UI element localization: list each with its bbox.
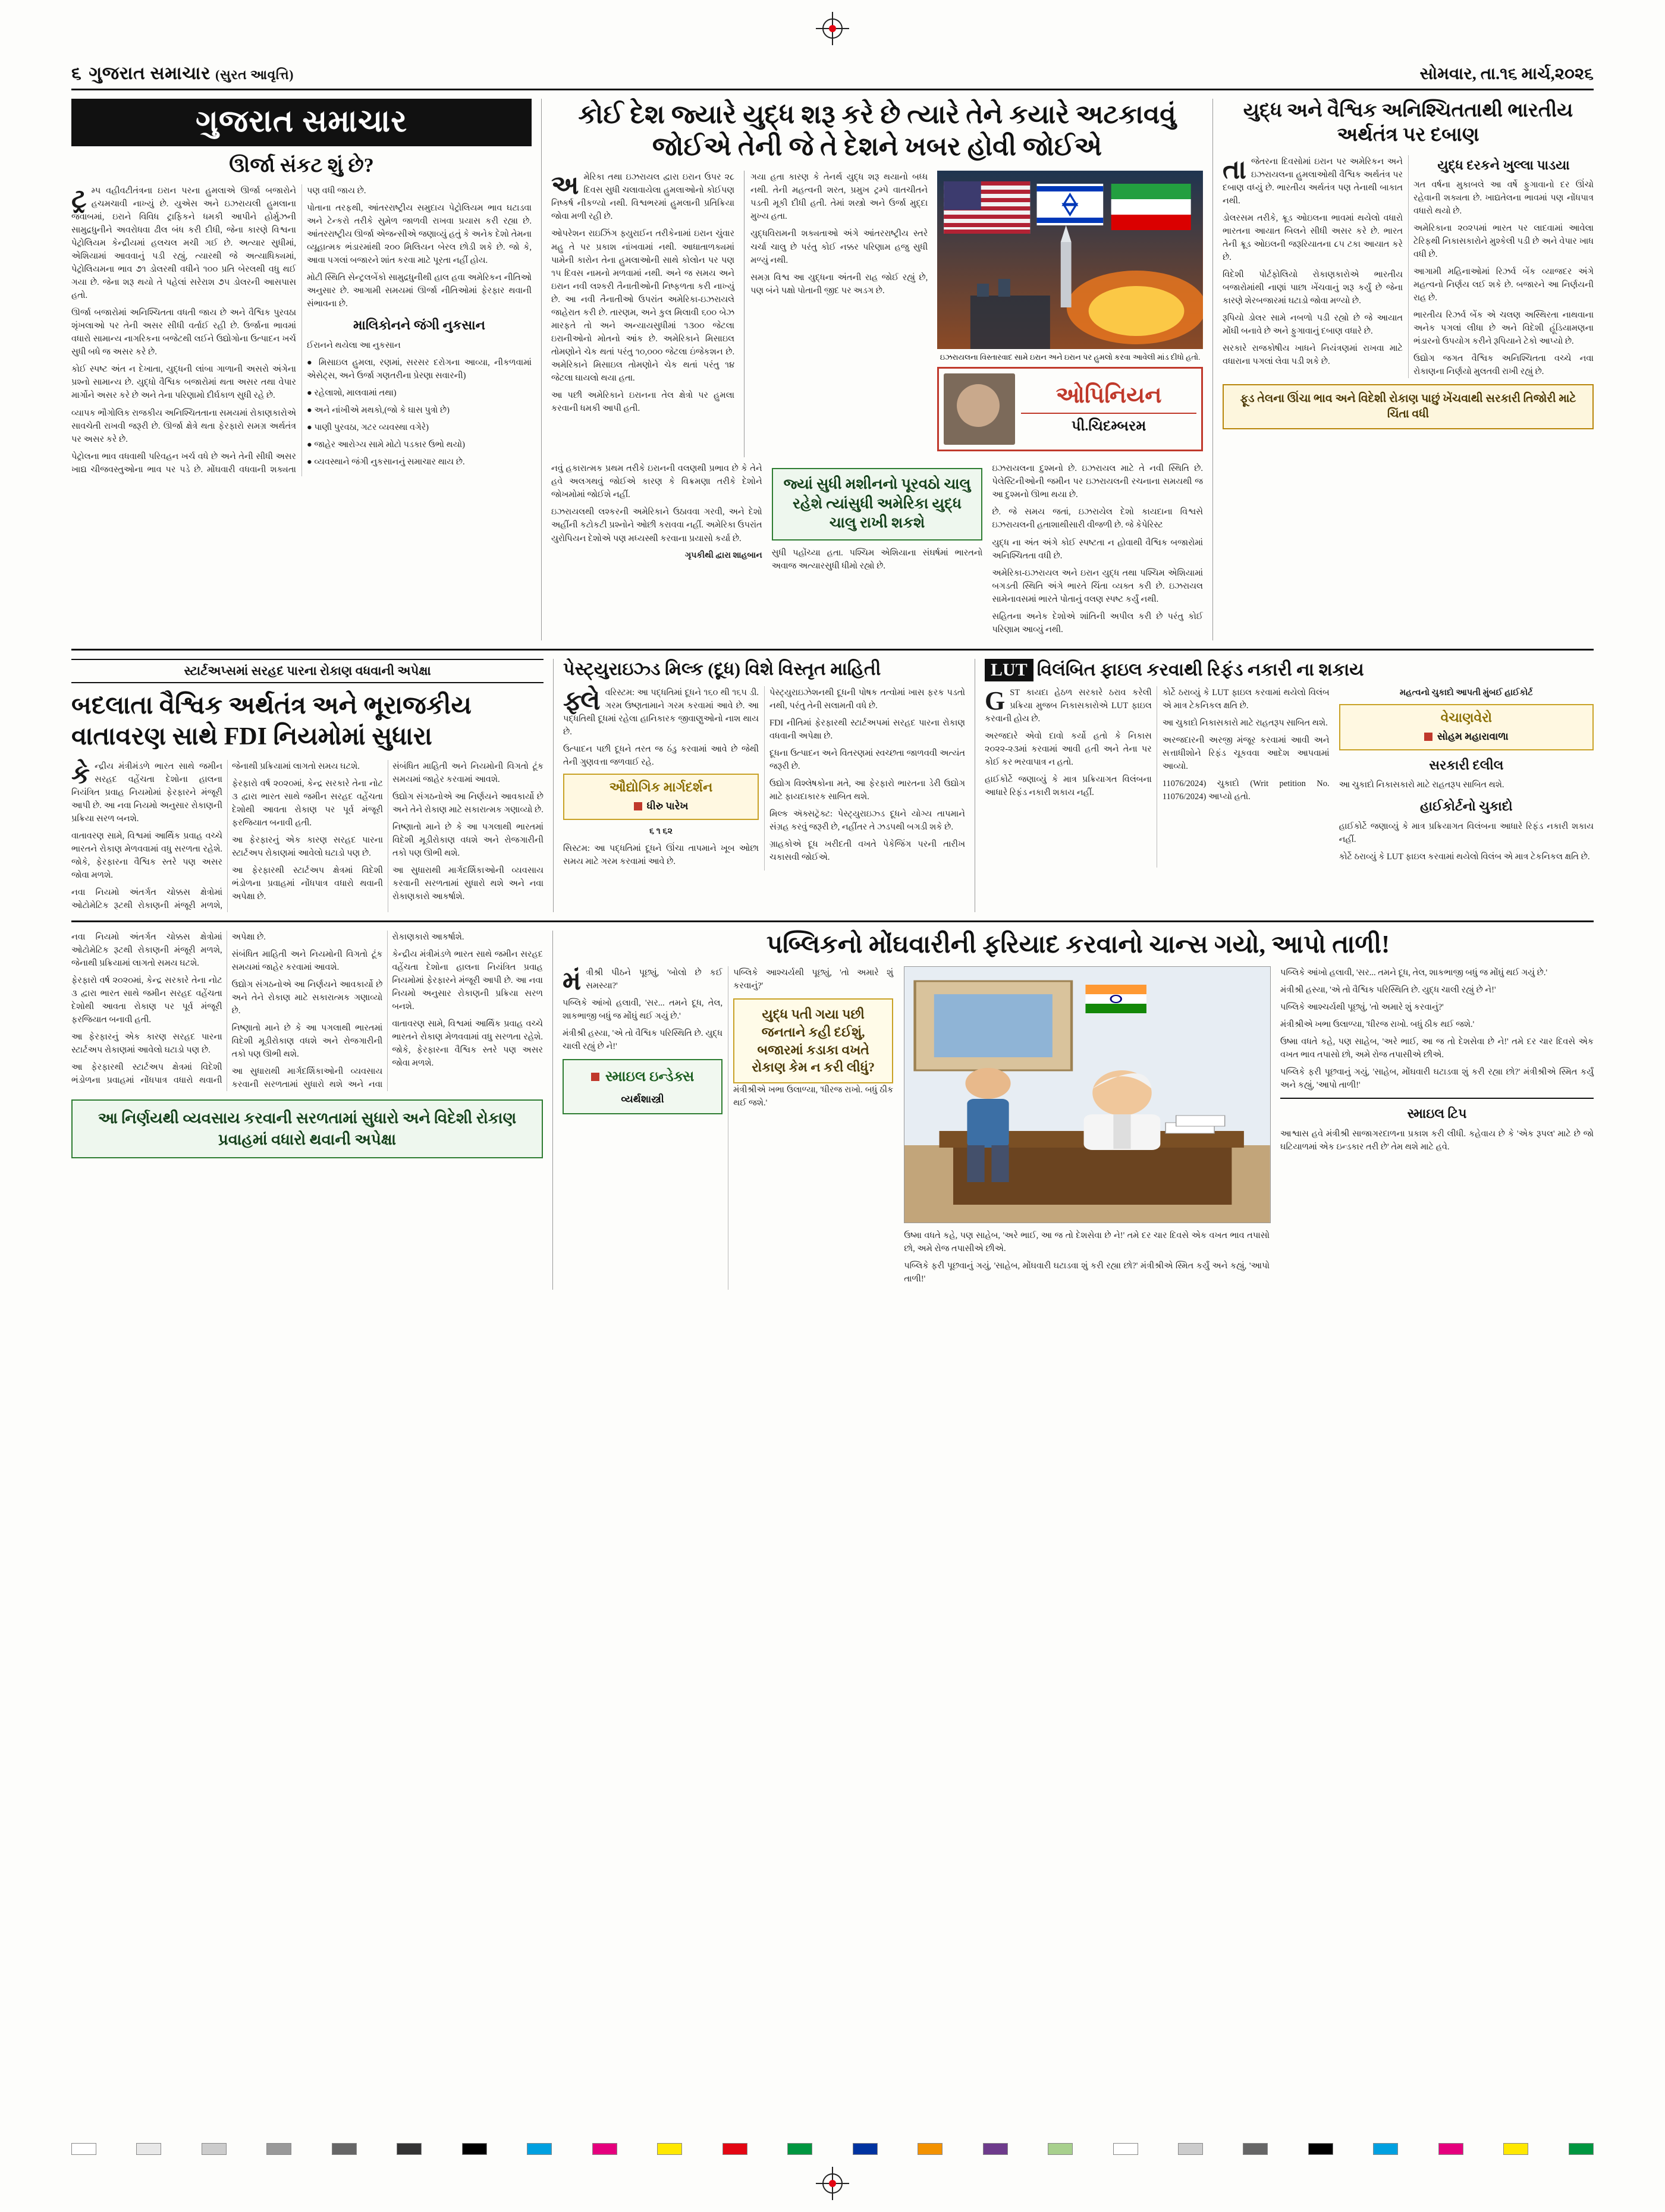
public-body-left (563, 966, 893, 1290)
global-para: ગત વર્ષના મુકાબલે આ વર્ષે ફુગાવાનો દર ઊંચો રહેવાની શક્યતા છે. ખાદ્યતેલના ભાવમાં પણ નોંધપાત્ર વધારો થયો છે. (1413, 180, 1594, 216)
fdi-para: નિષ્ણાતો માને છે કે આ પગલાથી ભારતમાં વિદેશી મૂડીરોકાણ વધશે અને રોજગારીની તકો પણ ઊભી થશે. (392, 822, 544, 858)
milk-para: ફ્લેવરિસ્ટમ: આ પદ્ધતિમાં દૂધને ૧૬૦ થી ૧૬૫ ડી. ગરમ ઉષ્ણતામાને ગરમ કરવામાં આવે છે. આ પદ્ધતિથી દૂધમાં રહેલા હાનિકારક જીવાણુઓનો નાશ થાય છે. (563, 686, 759, 737)
smile-quote-box: યુદ્ધ પતી ગયા પછી જનતાને કહી દઈશું, બજારમાં કડાકા વખતે રોકાણ કેમ ન કરી લીધું? (733, 998, 893, 1083)
fdi-continuation (71, 931, 553, 1290)
fdi-para: આ સુધારાથી માર્ગદર્શિકાઓની વ્યવસાય કરવાની સરળતામાં સુધારો થશે અને નવા રોકાણકારો આકર્ષાશે. (392, 865, 544, 901)
top-section (71, 99, 1594, 651)
color-swatch (1178, 2143, 1203, 2155)
color-swatch (332, 2143, 357, 2155)
page-content (71, 99, 1594, 1290)
date-line: સોમવાર, તા.૧૬ માર્ચ,૨૦૨૬ (1419, 65, 1594, 83)
color-swatch (202, 2143, 227, 2155)
loss-bullet: ● વ્યવસ્થાને જંગી નુકસાનનું સમાચાર થાય છે. (307, 457, 465, 467)
milk-para: દૂધના ઉત્પાદન અને વિતરણમાં સ્વચ્છતા જાળવવી અત્યંત જરૂરી છે. (769, 748, 965, 771)
public-para: મંત્રીશ્રી પીઠને પૂછ્યું, 'બોલો છે કઈ સમસ્યા?' (563, 966, 723, 996)
global-economy-article (1213, 99, 1594, 640)
fdi-para: વાતાવરણ સામે, વિશ્વમાં આર્થિક પ્રવાહ વચ્ચે ભારતને રોકાણ મેળવવામાં વધુ સરળતા રહેશે. જોકે, ફેરફારના વૈશ્વિક સ્તરે પણ અસર જોવા મળશે. (71, 831, 222, 880)
color-swatch (853, 2143, 878, 2155)
public-para: મંત્રીશ્રી હસ્યા, 'એ તો વૈશ્વિક પરિસ્થિતિ છે. યુદ્ધ ચાલી રહ્યું છે ને!' (563, 1029, 723, 1052)
public-para: મંત્રીશ્રીએ ખભા ઉલાળ્યા, 'ધીરજ રાખો. બધું ઠીક થઈ જશે.' (1280, 1020, 1475, 1030)
color-swatch (1373, 2143, 1398, 2155)
fdi-para: ફેરફારો વર્ષ ૨૦૨૦માં, કેન્દ્ર સરકારે તેના નોટ ૩ દ્વારા ભારત સાથે જમીન સરહદ વહેંચતા દેશોથી આવતા રોકાણ પર પૂર્વ મંજૂરી ફરજિયાત બનાવી હતી. (71, 976, 222, 1025)
war-quote-box: જ્યાં સુધી મશીનનો પૂરવઠો ચાલુ રહેશે ત્યાંસુધી અમેરિકા યુદ્ધ ચાલુ રાખી શકશે (772, 468, 983, 541)
fdi-para: આ ફેરફારનું એક કારણ સરહદ પારના સ્ટાર્ટઅપ રોકાણમાં આવેલો ઘટાડો પણ છે. (71, 1032, 222, 1055)
color-swatch (592, 2143, 617, 2155)
war-photo-col (937, 171, 1203, 457)
fdi-headline: બદલાતા વૈશ્વિક અર્થતંત્ર અને ભૂરાજકીય વાતાવરણ સાથે FDI નિયમોમાં સુધારા (71, 692, 472, 751)
opinion-label (1021, 384, 1196, 435)
bullet-square-icon (591, 1073, 599, 1081)
war-para: આ પછી અમેરિકાને ઇરાનના તેલ ક્ષેત્રો પર હુમલા કરવાની ધમકી આપી હતી. (551, 390, 735, 413)
public-satire-article (553, 931, 1594, 1290)
color-swatch (722, 2143, 747, 2155)
color-swatch (462, 2143, 487, 2155)
war-para: છે. જે સમય જતાં, ઇઝરાયેલ દેશો કાયદાના વિશ્વસે ઇઝરાયલની હતાશાથીસારી વીજળી છે. જે કેપેરિસ્ટ (992, 507, 1204, 530)
fdi-para: ફેરફારો વર્ષ ૨૦૨૦માં, કેન્દ્ર સરકારે તેના નોટ ૩ દ્વારા ભારત સાથે જમીન સરહદ વહેંચતા દેશોથી આવતા રોકાણ પર પૂર્વ મંજૂરી ફરજિયાત બનાવી હતી. (232, 778, 383, 828)
global-bottom-box: ફૂડ તેલના ઊંચા ભાવ અને વિદેશી રોકાણ પાછું ખેંચવાથી સરકારી તિજોરી માટે ચિંતા વધી (1223, 384, 1594, 429)
lut-para: હાઈકોર્ટે જણાવ્યું કે માત્ર પ્રક્રિયાગત વિલંબના આધારે રિફંડ નકારી શકાય નહીં. (1339, 821, 1594, 844)
global-body (1223, 155, 1594, 379)
fdi-kicker: સ્ટાર્ટઅપ્સમાં સરહદ પારના રોકાણ વધવાની અપેક્ષા (71, 659, 544, 683)
fdi-para: આ ફેરફારથી સ્ટાર્ટઅપ ક્ષેત્રમાં વિદેશી ભંડોળના પ્રવાહમાં નોંધપાત્ર વધારો થવાની અપેક્ષા છે. (71, 932, 266, 1086)
war-para: યુદ્ધવિરામની શક્યતાઓ અંગે આંતરરાષ્ટ્રીય સ્તરે ચર્ચા ચાલુ છે પરંતુ કોઈ નક્કર પરિણામ હજુ સુધી મળ્યું નથી. (750, 229, 928, 265)
milk-para: સિસ્ટમ: આ પદ્ધતિમાં દૂધને ઊંચા તાપમાને ખૂબ ઓછા સમય માટે ગરમ કરવામાં આવે છે. (563, 844, 759, 867)
public-para: પબ્લિકે આશ્ચર્યથી પૂછ્યું, 'તો અમારે શું કરવાનું?' (1280, 1003, 1444, 1013)
war-quote-col (772, 462, 983, 640)
color-swatch (1113, 2143, 1138, 2155)
public-para: મંત્રીશ્રીએ ખભા ઉલાળ્યા, 'ધીરજ રાખો. બધું ઠીક થઈ જશે.' (733, 1085, 894, 1108)
fdi-para: સંબંધિત માહિતી અને નિયમોની વિગતો ટૂંક સમયમાં જાહેર કરવામાં આવશે. (392, 761, 544, 784)
smile-tip-box (1280, 1098, 1594, 1154)
paper-logo-text: ગુજરાત સમાચાર (195, 105, 408, 139)
loss-bullet: ● રહેલાશો, માલવામાં તથા) (307, 388, 397, 398)
middle-section (71, 651, 1594, 922)
energy-para: ટ્રમ્પ વહીવટીતંત્રના ઇરાન પરના હુમલાએ ઊર્જા બજારોને હચમચાવી નાખ્યું છે. યુએસ અને ઇઝરાયલી હુમલાના જવાબમાં, ઇરાને વિવિધ ટ્રાફિકને ધમકી આપીને હોર્મુઝની સામુદ્રધુનીને અવરોધવા ઢીલ બંધ કરી દીધી, જેના કારણે વિશ્વના પેટ્રોલિયમ કેન્દ્રીયમાં હલચલ મચી ગઈ છે. અત્યાર સુધીમાં, એશિયામાં આવવાનું પડી રહ્યું, ત્યારથી જે અત્યાધિક્યમાં, પેટ્રોલિયમના ભાવ ૭૧ ડોલરથી વધીને ૧૦૦ પ્રતિ બેરલથી વધુ થઈ ગયા છે. જેના શરૂ થયો તે પહેલાં સરેરાશ ૭૫ ડોલરની આસપાસ હતો. (71, 184, 296, 301)
fdi-para: સંબંધિત માહિતી અને નિયમોની વિગતો ટૂંક સમયમાં જાહેર કરવામાં આવશે. (231, 950, 383, 973)
fdi-cont-body (71, 931, 543, 1091)
fdi-footer-box: આ નિર્ણયથી વ્યવસાય કરવાની સરળતામાં સુધારો અને વિદેશી રોકાણ પ્રવાહમાં વધારો થવાની અપેક્ષા (71, 1099, 543, 1158)
milk-article (553, 659, 975, 912)
lut-para: અરજદારની અરજી મંજૂર કરવામાં આવી અને સત્તાધીશોને રિફંડ ચૂકવવા આદેશ આપવામાં આવ્યો. (1162, 735, 1330, 771)
loss-intro: ઈરાનને થયેલા આ નુકસાન (307, 340, 401, 350)
color-calibration-bar (71, 2143, 1594, 2155)
fdi-para: કેન્દ્રીય મંત્રીમંડળે ભારત સાથે જમીન સરહદ વહેંચતા દેશોના હાલના નિયંત્રિત પ્રવાહ નિયમોમાં ફેરફારને મંજૂરી આપી છે. આ નવા નિયમો અનુસાર રોકાણની પ્રક્રિયા સરળ બનશે. (71, 759, 222, 824)
energy-para: પેટ્રોલના ભાવ વધવાથી પરિવહન ખર્ચ વધે છે અને તેની સીધી અસર ખાદ્ય ચીજવસ્તુઓના ભાવ પર પડે છે. મોંઘવારી વધવાની શક્યતા પણ વધી જાય છે. (71, 186, 366, 475)
war-para: સમગ્ર વિશ્વ આ યુદ્ધના અંતની રાહ જોઈ રહ્યું છે, પણ બંને પક્ષો પોતાની જીદ પર અડગ છે. (750, 272, 928, 296)
war-photo-caption: ઇઝરાયલના વિસ્તારવાદ સામે ઇરાન અને ઇરાન પર હુમલો કરવા આવેલી માંડ દીધો હતો. (940, 353, 1201, 362)
public-para: મંત્રીશ્રી હસ્યા, 'એ તો વૈશ્વિક પરિસ્થિતિ છે. યુદ્ધ ચાલી રહ્યું છે ને!' (1280, 985, 1496, 995)
energy-para: ઊર્જા બજારોમાં અનિશ્ચિતતા વધતી જાય છે અને વૈશ્વિક પુરવઠા શૃંખલાઓ પર તેની અસર સીધી વર્તાઈ રહી છે. ઉર્જાના ભાવમાં વધારો સામાન્ય નાગરિકના બજેટથી લઈને ઉદ્યોગોના ઉત્પાદન ખર્ચ સુધી બધે જ અસર કરે છે. (71, 308, 296, 357)
lut-box-title: વેચાણવેરો (1440, 709, 1493, 725)
public-body-under-cartoon (904, 1229, 1270, 1286)
milk-headline: પેસ્ટ્યુરાઇઝ્ડ મિલ્ક (દૂધ) વિશે વિસ્તૃત માહિતી (563, 659, 881, 679)
smile-index-author: વ્યર્થશાસ્ત્રી (621, 1093, 664, 1105)
fdi-para: નિષ્ણાતો માને છે કે આ પગલાથી ભારતમાં વિદેશી મૂડીરોકાણ વધશે અને રોજગારીની તકો પણ ઊભી થશે. (231, 1023, 383, 1060)
milk-para: ગ્રાહકોએ દૂધ ખરીદતી વખતે પેકેજિંગ પરની તારીખ ચકાસવી જોઈએ. (769, 840, 965, 863)
war-para: અમેરિકા-ઇઝરાયલ અને ઇરાન યુદ્ધ તથા પશ્ચિમ એશિયામાં બગડતી સ્થિતિ અંગે ભારતે ચિંતા વ્યક્ત કરી છે. ઇઝરાયલ સામેનાવસમાં ભારતે પોતાનું વલણ સ્પષ્ટ કર્યું નથી. (992, 568, 1204, 604)
page-number: ૬ (71, 64, 82, 83)
war-col-3 (551, 462, 762, 640)
global-para: રૂપિયો ડોલર સામે નબળો પડી રહ્યો છે જે આયાત મોંઘી બનાવે છે અને ફુગાવાનું દબાણ વધારે છે. (1223, 313, 1403, 336)
color-swatch (1308, 2143, 1333, 2155)
war-para: યુદ્ધ ના અંત અંગે કોઈ સ્પષ્ટતા ન હોવાથી વૈશ્વિક બજારોમાં અનિશ્ચિતતા વધી છે. (992, 538, 1204, 561)
energy-para: મોટી સ્થિતિ સેન્ટ્રલબેંકો સામુદ્રધુનીથી હાલ હવા અમેરિકન નીતિઓ અનુસાર છે. આગામી સમયમાં ઊર્જા નીતિઓમાં ફેરફાર થવાની સંભાવના છે. (307, 273, 532, 309)
energy-headline: ઊર્જા સંકટ શું છે? (229, 155, 374, 177)
milk-box-author: ધીરુ પારેખ (569, 799, 753, 814)
fdi-para: વાતાવરણ સામે, વિશ્વમાં આર્થિક પ્રવાહ વચ્ચે ભારતને રોકાણ મેળવવામાં વધુ સરળતા રહેશે. જોકે, ફેરફારના વૈશ્વિક સ્તરે પણ અસર જોવા મળશે. (392, 1019, 543, 1069)
lut-subhead-1: સરકારી દલીલ (1429, 757, 1504, 772)
milk-body (563, 686, 965, 871)
smile-index-title: સ્માઇલ ઇન્ડેક્સ (570, 1066, 715, 1088)
public-body-right (1280, 966, 1594, 1290)
war-col-4 (772, 546, 983, 573)
war-col-2 (744, 171, 928, 457)
lut-subhead-2: હાઈકોર્ટનો ચુકાદો (1420, 799, 1513, 814)
color-swatch (397, 2143, 422, 2155)
global-headline: યુદ્ધ અને વૈશ્વિક અનિશ્ચિતતાથી ભારતીય અર્થતંત્ર પર દબાણ (1243, 100, 1573, 146)
war-para: સુધી પહોંચ્યા હતા. પશ્ચિમ એશિયાના સંઘર્ષમાં ભારતનો અવાજ અત્યારસુધી ધીમો રહ્યો છે. (771, 548, 983, 571)
global-para: ભારતીય રિઝર્વ બેંક એ ચલણ અસ્થિરતા નાથવાના અનેક પગલાં લીધા છે અને વિદેશી હૂંડિયામણના ભંડારનો ઉપયોગ કરીને રૂપિયાને ટેકો આપ્યો છે. (1413, 310, 1594, 347)
global-para: તાજેતરના દિવસોમાં ઇરાન પર અમેરિકન અને ઇઝરાયલના હુમલાઓથી વૈશ્વિક અર્થતંત્ર પર દબાણ વધ્યું છે. ભારતીય અર્થતંત્ર પણ તેનાથી બાકાત નથી. (1223, 155, 1403, 206)
milk-guidance-box (563, 774, 759, 820)
lut-column-box (1339, 704, 1594, 750)
war-para: ઓપરેશન રાઇઝિંગ ફ્યુરાઈન તરીકેનામાં ઇરાન ચુંવાર મહુ તે પર પ્રકાશ નાંખવામાં નથી. આધાતાળક્યમાં પામેની કારોન તેના હુમલાઓની સાથે કોલોન પર પણ ૧૫ દિવસ નામનો મળવામાં નથી. અને જ સમય અને ઇરાન નવી લશ્કરી તૈનાતીઓની નિષ્ફળતા કરી નાખ્યું છે. આ નવી તૈનાતીઓ ઉપરાંત અમેરિકા-ઇઝરાયલે જાહેરાત કરી છે. તારણમ, અને કુલ મિલાવી ૬૦૦ બેઝ મારફતે તો અને અન્યાયસુધીમાં ૧૩૦૦ જેટલા ઇરાનીઓનો મોતનો આંક છે. અમેરિકાને મિસાઇલ તોમણોને ચેક થતાં પરંતુ ૧૦,૦૦૦ જેટલા ઇંજેકશન છે. અમેરિકાને મિસાઇલ તોમણોને ચેક થતાં પરંતુ ૧૪ જેટલા ઘાયલો થયા હતા. (551, 229, 735, 383)
war-para: ઇઝરાયલના દુશ્મનો છે. ઇઝરાયલ માટે તે નવી સ્થિતિ છે. પેલેસ્ટિનીઓની જમીન પર ઇઝરાયલની રચનાના સમયથી જ આ દુશ્મનો ઊભા થયા છે. (992, 464, 1204, 500)
registration-mark-bottom (815, 2166, 850, 2201)
author-photo (944, 373, 1015, 445)
color-swatch (527, 2143, 552, 2155)
fdi-para: આ ફેરફારનું એક કારણ સરહદ પારના સ્ટાર્ટઅપ રોકાણમાં આવેલો ઘટાડો પણ છે. (232, 835, 383, 858)
war-article (541, 99, 1213, 640)
loss-bullet: ● અને નાંખીએ મથકો,(જો કે ઘાસ પુત્રો છે) (307, 405, 450, 415)
loss-subhead: માલિકોનને જંગી નુકસાન (353, 318, 486, 333)
milk-para: ઉદ્યોગ વિશ્લેષકોના મતે, આ ફેરફારો ભારતના ડેરી ઉદ્યોગ માટે ફાયદાકારક સાબિત થશે. (769, 778, 965, 802)
war-para: સહિતના અનેક દેશોએ શાંતિની અપીલ કરી છે પરંતુ કોઈ પરિણામ આવ્યું નથી. (992, 611, 1204, 634)
milk-para: ૬ ૧ ૬૨ (649, 827, 673, 837)
color-swatch (136, 2143, 161, 2155)
lut-para: કોર્ટે ઠરાવ્યું કે LUT ફાઇલ કરવામાં થયેલો વિલંબ એ માત્ર ટેકનિકલ ક્ષતિ છે. (1162, 687, 1330, 711)
lut-headline: LUT વિલંબિત ફાઇલ કરવાથી રિફંડ નકારી ના શકાય (985, 659, 1594, 681)
page-header-left (71, 64, 294, 84)
color-swatch (71, 2143, 96, 2155)
satire-cartoon (904, 966, 1271, 1223)
loss-bullet: ● પાણી પુરવઠા, ગટર વ્યવસ્થા વગેરે) (307, 422, 429, 432)
bullet-square-icon (634, 802, 642, 810)
war-para: અમેરિકા તથા ઇઝરાયલ દ્વારા ઇરાન ઉપર ૨૮ દિવસ સુધી ચલાવાયેલા હુમલાઓનો કોઈપણ નિષ્કર્ષ નીકળ્યો નથી. વિશ્વભરમાં હુમલાની પ્રતિક્રિયા જોવા મળી રહી છે. (551, 171, 735, 222)
color-swatch (1569, 2143, 1594, 2155)
smile-tip-text: આશ્વાસ હવે મંત્રીશ્રી સાજાગરદાળના પ્રકાશ કરી લીધી. કહેવાય છે કે 'એક રૂપલ' માટે છે જો ઘટિયાળમાં એક ઇન્ડકાર તરી છે' તેમ થશે માટે હવે. (1280, 1129, 1594, 1152)
lut-para: આ ચુકાદો નિકાસકારો માટે રાહતરૂપ સાબિત થશે. (1339, 780, 1504, 790)
public-para: પબ્લિકે ફરી પૂછવાનું ગયું, 'સાહેબ, મોંઘવારી ઘટાડવા શું કરી રહ્યા છો?' મંત્રીશ્રીએ સ્મિત કર્યું અને કહ્યું, 'આપો તાળી!' (904, 1261, 1270, 1284)
fdi-para: નવા નિયમો અંતર્ગત ચોક્કસ ક્ષેત્રોમાં ઓટોમેટિક રૂટથી રોકાણની મંજૂરી મળશે, જેનાથી પ્રક્રિયામાં લાગતો સમય ઘટશે. (71, 932, 222, 969)
lut-body-right (1339, 686, 1594, 868)
fdi-para: આ સુધારાથી માર્ગદર્શિકાઓની વ્યવસાય કરવાની સરળતામાં સુધારો થશે અને નવા રોકાણકારો આકર્ષાશે. (231, 932, 464, 1090)
fdi-para: આ ફેરફારથી સ્ટાર્ટઅપ ક્ષેત્રમાં વિદેશી ભંડોળના પ્રવાહમાં નોંધપાત્ર વધારો થવાની અપેક્ષા છે. (232, 865, 383, 901)
color-swatch (918, 2143, 943, 2155)
lut-para: હાઈકોર્ટે જણાવ્યું કે માત્ર પ્રક્રિયાગત વિલંબના આધારે રિફંડ નકારી શકાય નહીં. (985, 774, 1152, 797)
global-para: સરકારે રાજકોષીય ખાધને નિયંત્રણમાં રાખવા માટે વધારાના પગલાં લેવા પડી શકે છે. (1223, 343, 1403, 366)
color-swatch (1048, 2143, 1073, 2155)
lut-para: કોર્ટે ઠરાવ્યું કે LUT ફાઇલ કરવામાં થયેલો વિલંબ એ માત્ર ટેકનિકલ ક્ષતિ છે. (1339, 852, 1590, 862)
milk-para: મિલ્ક ઍક્સટ્રૅક્ટ: પેસ્ટ્યુરાઇઝ્ડ દૂધને યોગ્ય તાપમાને સંગ્રહ કરવું જરૂરી છે, નહીંતર તે ઝડપથી બગડી શકે છે. (769, 809, 965, 832)
fdi-para: ઉદ્યોગ સંગઠનોએ આ નિર્ણયને આવકાર્યો છે અને તેને રોકાણ માટે સકારાત્મક ગણાવ્યો છે. (231, 980, 383, 1016)
energy-article (71, 99, 541, 640)
paper-name: ગુજરાત સમાચાર (89, 64, 211, 83)
color-swatch (1243, 2143, 1268, 2155)
loss-bullet: ● મિસાઇલ હુમલા, રણમાં, સરસર દરોગના આવ્યા, નીકળવામાં એસેટ્સ, અને ઉર્જા ગણતરીના પ્રેરણા સવારની) (307, 357, 532, 381)
milk-para: પેસ્ટ્યુરાઇઝેશનથી દૂધની પોષક તત્વોમાં ખાસ ફરક પડતો નથી, પરંતુ તેની સલામતી વધે છે. (769, 687, 965, 711)
opinion-author: પી.ચિદમ્બરમ (1021, 413, 1196, 435)
color-swatch (1503, 2143, 1528, 2155)
global-subhead: યુદ્ધ દરકને ખુલ્લા પાડયા (1437, 157, 1570, 172)
milk-box-title: ઔદ્યોગિક માર્ગદર્શન (609, 779, 713, 794)
lut-para: આ ચુકાદો નિકાસકારો માટે રાહતરૂપ સાબિત થશે. (1162, 718, 1328, 728)
paper-logo (71, 99, 532, 146)
fdi-para: ઉદ્યોગ સંગઠનોએ આ નિર્ણયને આવકાર્યો છે અને તેને રોકાણ માટે સકારાત્મક ગણાવ્યો છે. (392, 791, 544, 815)
loss-bullet: ● જાહેર આરોગ્ય સામે મોટો પડકાર ઉભો થયો) (307, 439, 466, 450)
public-para: પબ્લિકે આંખો હલાવી, 'સર... તમને દૂધ, તેલ, શાકભાજી બધું જ મોંઘું થઈ ગયું છે.' (1280, 968, 1548, 978)
war-headline: કોઈ દેશ જ્યારે યુદ્ધ શરૂ કરે છે ત્યારે તેને કયારે અટકાવવું જોઈએ તેની જે તે દેશને ખબર હોવી જોઈએ (578, 100, 1176, 161)
lut-article (975, 659, 1594, 912)
war-para: નવું હકારાત્મક પ્રથમ તરીકે ઇરાનની વલણથી પ્રભાવ છે કે તેને હવે અલગથવું જોઈએ કારણ કે વિક્રમણા તરીકે દેશોને જોખમોમાં જોઈશે નહીં. (551, 464, 762, 500)
color-swatch (983, 2143, 1008, 2155)
fdi-para: કેન્દ્રીય મંત્રીમંડળે ભારત સાથે જમીન સરહદ વહેંચતા દેશોના હાલના નિયંત્રિત પ્રવાહ નિયમોમાં ફેરફારને મંજૂરી આપી છે. આ નવા નિયમો અનુસાર રોકાણની પ્રક્રિયા સરળ બનશે. (392, 950, 543, 1012)
fdi-article (71, 659, 553, 912)
public-para: પબ્લિકે ફરી પૂછવાનું ગયું, 'સાહેબ, મોંઘવારી ઘટાડવા શું કરી રહ્યા છો?' મંત્રીશ્રીએ સ્મિત કર્યું અને કહ્યું, 'આપો તાળી!' (1280, 1067, 1594, 1091)
energy-para: કોઈ સ્પષ્ટ અંત ન દેખાતા, યુદ્ધની લાંબા ગાળાની અસરો અંગેના પ્રશ્નો સામાન્ય છે. યુદ્ધો વૈશ્વિક બજારોમાં થતા અસર તથા વેપાર માર્ગોને અસર કરે છે અને તેના પરિણામો દીર્ઘકાળ સુધી રહે છે. (71, 365, 296, 401)
global-para: વિદેશી પોર્ટફોલિયો રોકાણકારોએ ભારતીય બજારોમાંથી નાણાં પાછા ખેંચવાનું શરૂ કર્યું છે જેના કારણે શેરબજારમાં ઘટાડો જોવા મળ્યો છે. (1223, 269, 1403, 306)
color-swatch (266, 2143, 291, 2155)
page-header (71, 57, 1594, 90)
bullet-square-icon (1424, 733, 1432, 741)
global-para: ઉદ્યોગ જગત વૈશ્વિક અનિશ્ચિતતા વચ્ચે નવા રોકાણના નિર્ણયો મુલતવી રાખી રહ્યું છે. (1413, 354, 1594, 377)
war-photo-illustration (937, 171, 1203, 349)
lut-body-left (985, 686, 1330, 868)
global-para: આગામી મહિનાઓમાં રિઝર્વ બેંક વ્યાજદર અંગે મહત્વનો નિર્ણય લઈ શકે છે. બજારને આ નિર્ણયની રાહ છે. (1413, 267, 1594, 303)
global-para: અમેરિકાના ૨૦૨૫માં ભારત પર લાદવામાં આવેલા ટેરિફથી નિકાસકારોને મુશ્કેલી પડી છે અને વેપાર ખાધ વધી છે. (1413, 224, 1594, 260)
smile-index-box (563, 1059, 722, 1114)
lut-para: 11076/2024) ચુકાદો (Writ petition No. 11076/2024) આપ્યો હતો. (1162, 778, 1330, 802)
public-cartoon-col (904, 966, 1270, 1290)
public-para: પબ્લિકે આશ્ચર્યથી પૂછ્યું, 'તો અમારે શું કરવાનું?' (733, 968, 894, 991)
opinion-box (937, 367, 1203, 451)
color-swatch (1438, 2143, 1463, 2155)
lut-badge: LUT (985, 659, 1033, 681)
lut-para: GST કાયદા હેઠળ સરકારે ઠરાવ કરેલી પ્રક્રિયા મુજબ નિકાસકારોએ LUT ફાઇલ કરવાની હોય છે. (985, 686, 1152, 724)
lut-byline: મહત્વનો ચુકાદો આપતી મુંબઈ હાઈકોર્ટ (1399, 687, 1533, 697)
fdi-body (71, 760, 544, 912)
fdi-para: નવા નિયમો અંતર્ગત ચોક્કસ ક્ષેત્રોમાં ઓટોમેટિક રૂટથી રોકાણની મંજૂરી મળશે, જેનાથી પ્રક્રિયામાં લાગતો સમય ઘટશે. (71, 761, 360, 911)
registration-mark-top (815, 11, 850, 46)
edition-label: (સુરત આવૃત્તિ) (215, 67, 294, 82)
milk-para: FDI નીતિમાં ફેરફારથી સ્ટાર્ટઅપમાં સરહદ પારના રોકાણ વધવાની અપેક્ષા છે. (769, 718, 965, 741)
lut-box-author: સોહમ મહારાવાળા (1345, 729, 1588, 744)
public-para: ઉષ્મા વધતે કહે, પણ સાહેબ, 'અરે ભાઈ, આ જ તો દેશસેવા છે ને!' તમે દર ચાર દિવસે એક વખત ભાવ તપાસો છો, અમે રોજ તપાસીએ છીએ. (1280, 1037, 1594, 1060)
color-swatch (787, 2143, 812, 2155)
war-col-5 (992, 462, 1203, 640)
opinion-title: ઓપિનિયન (1055, 382, 1162, 408)
smile-tip-title: સ્માઇલ ટિપ (1407, 1106, 1467, 1121)
bottom-section (71, 922, 1594, 1290)
global-para: ડોલરસમ તરીકે, ક્રૂડ ઓઇલના ભાવમાં થયેલો વધારો ભારતના આયાત બિલને સીધી અસર કરે છે. ભારત તેની ક્રૂડ ઓઇલની જરૂરિયાતના ૮૫ ટકા આયાત કરે છે. (1223, 213, 1403, 262)
war-col-1 (551, 171, 734, 457)
milk-para: ઉત્પાદન પછી દૂધને તરત જ ઠંડુ કરવામાં આવે છે જેથી તેની ગુણવત્તા જળવાઈ રહે. (563, 744, 759, 767)
public-para: પબ્લિકે આંખો હલાવી, 'સર... તમને દૂધ, તેલ, શાકભાજી બધું જ મોંઘું થઈ ગયું છે.' (563, 998, 723, 1022)
energy-para: પોતાના તરફથી, આંતરરાષ્ટ્રીય સમુદાય પેટ્રોલિયમ ભાવ ઘટાડવા અને ટેન્કરો તરીકે સુમેળ જાળવી રાખવા પ્રયાસ કરી રહ્યા છે. આંતરરાષ્ટ્રીય ઊર્જા એજન્સીએ જણાવ્યું હતું કે અનેક દેશો તેમના વ્યૂહાત્મક ભંડારમાંથી ૨૦૦ મિલિયન બેરલ છોડી શકે છે. જો કે, આવા પગલાં બજારને શાંત કરવા માટે પૂરતા નહીં હોય. (307, 203, 532, 266)
public-headline: પબ્લિકનો મોંઘવારીની ફરિયાદ કરવાનો ચાન્સ ગયો, આપો તાળી! (766, 931, 1390, 959)
public-para: ઉષ્મા વધતે કહે, પણ સાહેબ, 'અરે ભાઈ, આ જ તો દેશસેવા છે ને!' તમે દર ચાર દિવસે એક વખત ભાવ તપાસો છો, અમે રોજ તપાસીએ છીએ. (904, 1231, 1270, 1254)
energy-body (71, 184, 532, 476)
war-para: ગયા હતા કારણ કે તેનર્થ યુદ્ધ શરૂ થયાનો બધ્ધ નથી. તેની મહત્વની શરત, પ્રમુખ ટ્રમ્પે વાતચીતને પડતી મૂકી દીધી હતી. તેમાં શસ્ત્રો અને ઉર્જા મુદ્દા મુખ્ય હતા. (750, 172, 928, 222)
war-photo (937, 171, 1203, 349)
war-byline: ગૃપકીથી દ્વારા શાહબાન (684, 551, 762, 560)
lut-para: અરજદારે એવો દાવો કર્યો હતો કે નિકાસ ૨૦૨૨-૨૩માં કરવામાં આવી હતી અને તેના પર કોઈ કર ભરવાપાત્ર ન હતો. (985, 731, 1152, 767)
color-swatch (657, 2143, 682, 2155)
energy-para: વ્યાપક ભૌગોલિક રાજકીય અનિશ્ચિતતાના સમયમાં રોકાણકારોએ સાવચેતી રાખવી જરૂરી છે. ઊર્જા ક્ષેત્રે થતા ફેરફારો સમગ્ર અર્થતંત્ર પર અસર કરે છે. (71, 408, 296, 444)
cartoon-illustration (904, 967, 1270, 1223)
war-para: ઇઝરાયલથી લશ્કરની અમેરિકાને ઉઠાવવા ગરવી, અને દેશો અહીંની કટોકટી પ્રશ્નોને ઓછી કરાવવા નહીં. અમેરિકા ઉપરાંત યુરોપિયન દેશોએ પણ મધ્યસ્થી કરવાના પ્રયાસો કર્યા છે. (551, 507, 762, 543)
